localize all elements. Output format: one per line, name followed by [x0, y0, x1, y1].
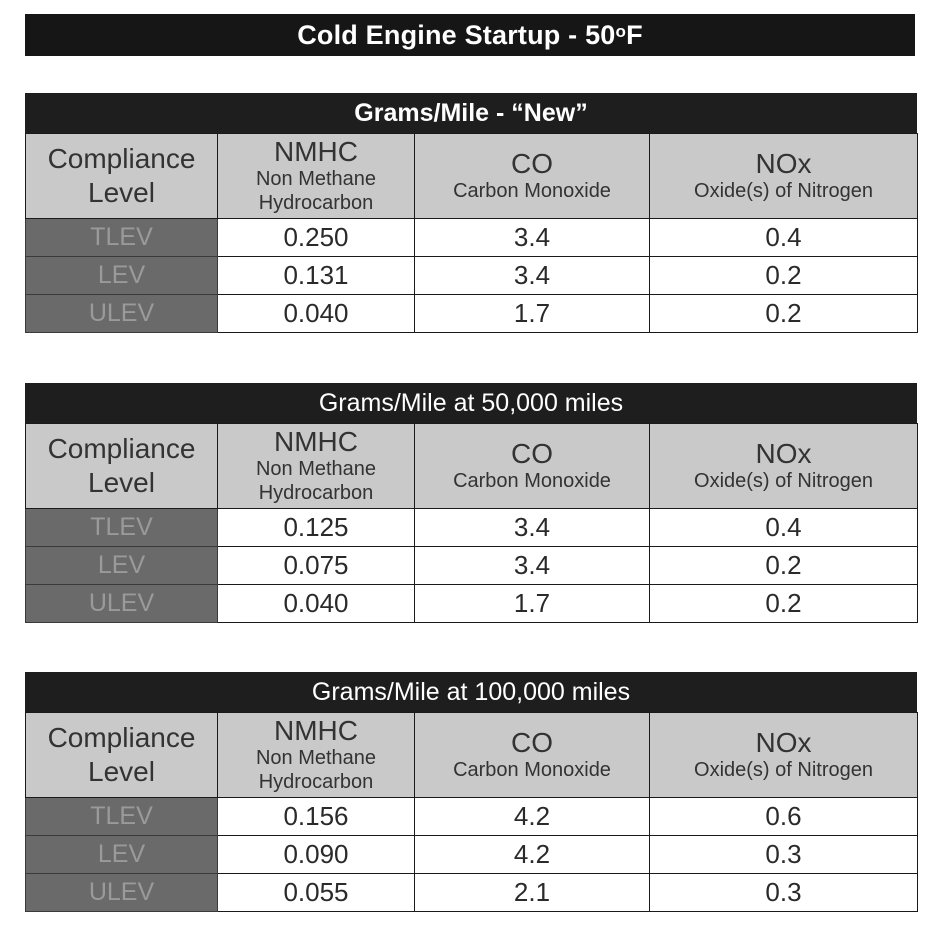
column-header-row — [26, 134, 918, 219]
nmhc-cell: 0.090 — [218, 836, 415, 874]
nox-cell: 0.2 — [650, 295, 918, 333]
table-row — [26, 547, 918, 585]
table-header-50k: Grams/Mile at 50,000 miles — [25, 383, 917, 423]
co-cell: 1.7 — [415, 585, 650, 623]
column-header-compliance: Compliance Level — [26, 424, 218, 509]
nmhc-cell: 0.156 — [218, 798, 415, 836]
level-cell: LEV — [26, 836, 218, 874]
nox-cell: 0.2 — [650, 547, 918, 585]
column-header-co: CO Carbon Monoxide — [415, 134, 650, 219]
column-header-co: CO Carbon Monoxide — [415, 424, 650, 509]
column-header-compliance: Compliance Level — [26, 134, 218, 219]
table-row — [26, 295, 918, 333]
table-header-new: Grams/Mile - “New” — [25, 93, 917, 133]
page-title-unit: F — [626, 19, 643, 50]
column-header-row — [26, 424, 918, 509]
table-row — [26, 509, 918, 547]
nmhc-cell: 0.075 — [218, 547, 415, 585]
co-cell: 4.2 — [415, 798, 650, 836]
column-header-nox: NOx Oxide(s) of Nitrogen — [650, 424, 918, 509]
level-cell: LEV — [26, 547, 218, 585]
nox-cell: 0.3 — [650, 836, 918, 874]
column-header-row — [26, 713, 918, 798]
nmhc-cell: 0.125 — [218, 509, 415, 547]
nox-cell: 0.2 — [650, 257, 918, 295]
emissions-table-50k — [25, 423, 918, 623]
column-header-nox: NOx Oxide(s) of Nitrogen — [650, 134, 918, 219]
co-cell: 3.4 — [415, 509, 650, 547]
table-row — [26, 257, 918, 295]
co-cell: 3.4 — [415, 257, 650, 295]
column-header-nmhc: NMHC Non Methane Hydrocarbon — [218, 134, 415, 219]
table-header-100k: Grams/Mile at 100,000 miles — [25, 672, 917, 712]
table-row — [26, 585, 918, 623]
nox-cell: 0.6 — [650, 798, 918, 836]
level-cell: LEV — [26, 257, 218, 295]
column-header-nmhc: NMHC Non Methane Hydrocarbon — [218, 713, 415, 798]
table-row — [26, 836, 918, 874]
nox-cell: 0.4 — [650, 219, 918, 257]
degree-symbol: o — [615, 22, 627, 41]
nmhc-cell: 0.131 — [218, 257, 415, 295]
co-cell: 1.7 — [415, 295, 650, 333]
column-header-compliance: Compliance Level — [26, 713, 218, 798]
table-block-50k — [25, 383, 917, 623]
level-cell: ULEV — [26, 874, 218, 912]
table-row — [26, 874, 918, 912]
emissions-table-new — [25, 133, 918, 333]
nox-cell: 0.4 — [650, 509, 918, 547]
table-row — [26, 798, 918, 836]
nox-cell: 0.3 — [650, 874, 918, 912]
table-block-100k — [25, 672, 917, 912]
co-cell: 3.4 — [415, 219, 650, 257]
table-block-new — [25, 93, 917, 333]
column-header-nmhc: NMHC Non Methane Hydrocarbon — [218, 424, 415, 509]
column-header-co: CO Carbon Monoxide — [415, 713, 650, 798]
level-cell: ULEV — [26, 295, 218, 333]
table-row — [26, 219, 918, 257]
level-cell: TLEV — [26, 219, 218, 257]
co-cell: 2.1 — [415, 874, 650, 912]
page-title-text: Cold Engine Startup - 50 — [297, 19, 616, 50]
co-cell: 4.2 — [415, 836, 650, 874]
emissions-table-100k — [25, 712, 918, 912]
level-cell: ULEV — [26, 585, 218, 623]
nmhc-cell: 0.040 — [218, 585, 415, 623]
nox-cell: 0.2 — [650, 585, 918, 623]
page-title — [25, 14, 915, 56]
nmhc-cell: 0.055 — [218, 874, 415, 912]
nmhc-cell: 0.040 — [218, 295, 415, 333]
level-cell: TLEV — [26, 798, 218, 836]
nmhc-cell: 0.250 — [218, 219, 415, 257]
co-cell: 3.4 — [415, 547, 650, 585]
column-header-nox: NOx Oxide(s) of Nitrogen — [650, 713, 918, 798]
level-cell: TLEV — [26, 509, 218, 547]
